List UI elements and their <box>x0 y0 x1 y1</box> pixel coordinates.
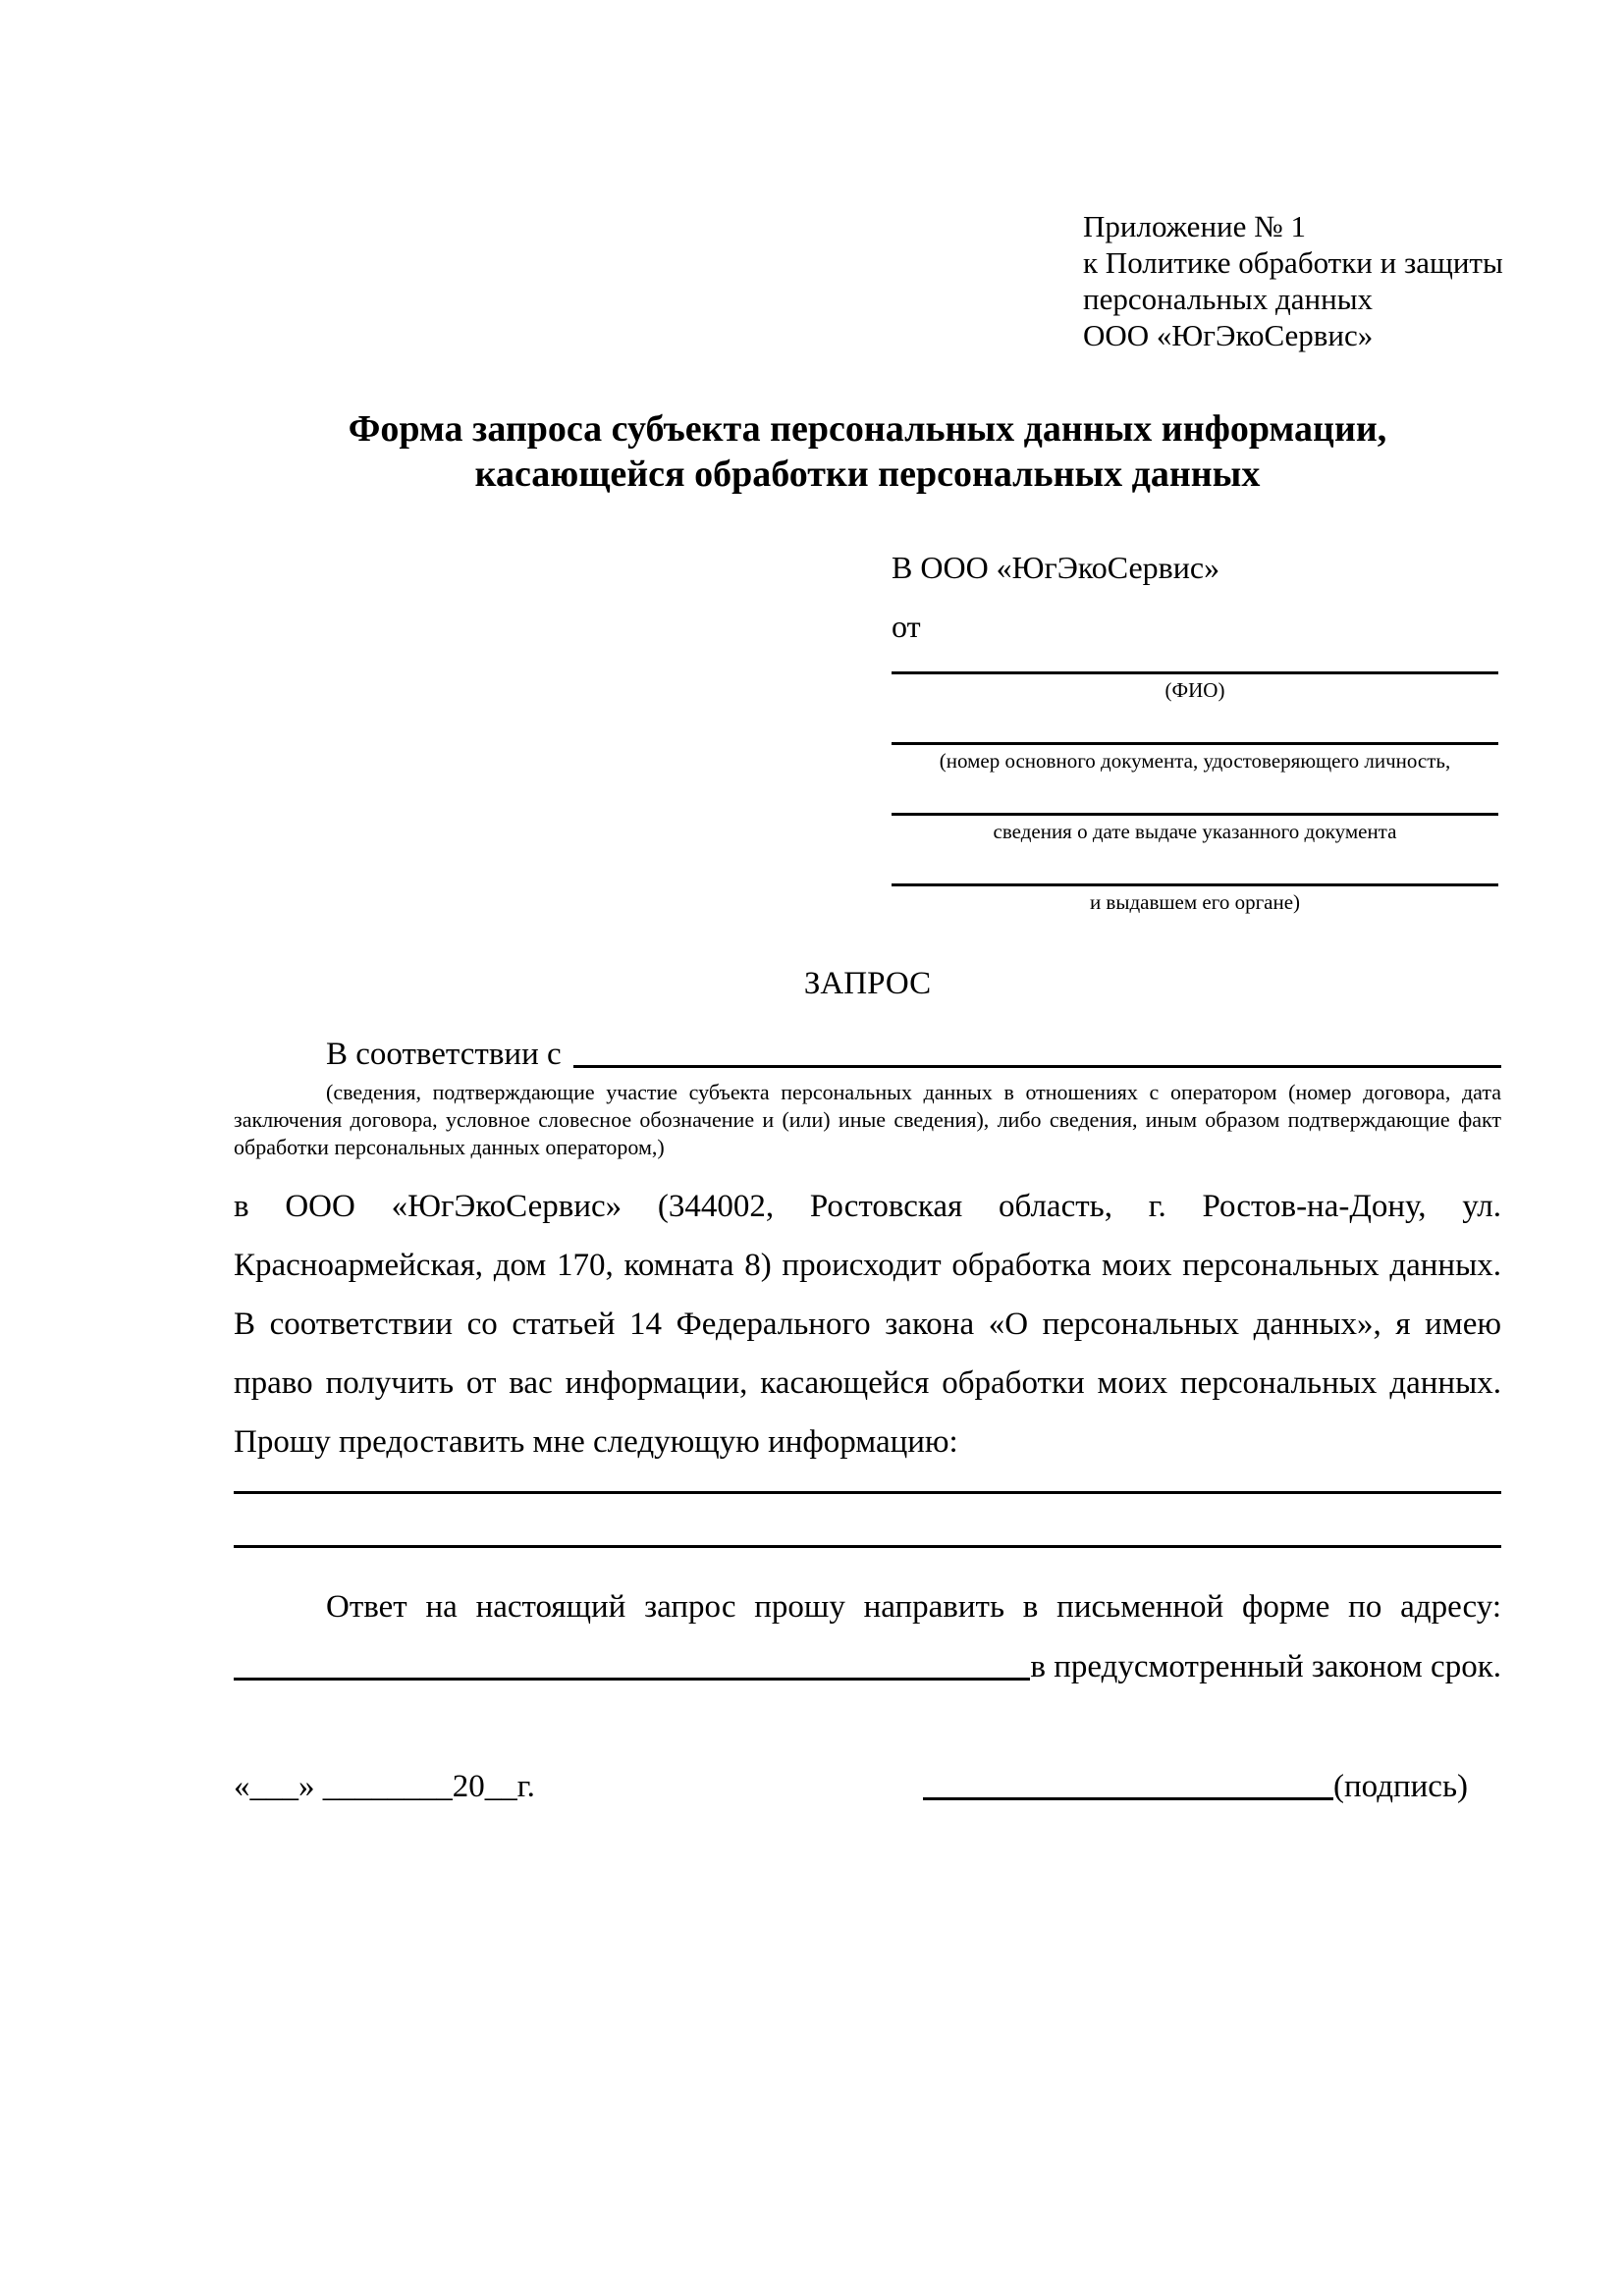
fio-field <box>892 646 1498 703</box>
request-heading: ЗАПРОС <box>803 966 932 1001</box>
address-blank-line <box>234 1678 1030 1681</box>
page-title-line-2: касающейся обработки персональных данных <box>474 454 1261 495</box>
fio-caption: (ФИО) <box>1164 678 1225 702</box>
info-blank-line-1 <box>234 1471 1501 1494</box>
info-blank-line-2 <box>234 1494 1501 1548</box>
appendix-note-line: к Политике обработки и защиты <box>1083 245 1503 280</box>
issue-date-blank-line <box>892 774 1498 816</box>
page-title <box>234 406 1501 497</box>
appendix-note-line: персональных данных <box>1083 282 1374 316</box>
reply-instruction: Ответ на настоящий запрос прошу направить в письменной форме по адресу: <box>326 1589 1501 1625</box>
reply-address-row <box>234 1636 1501 1689</box>
signature-blank-line <box>923 1758 1333 1800</box>
addressee-block <box>892 548 1498 915</box>
appendix-note <box>1083 208 1501 353</box>
accordance-note: (сведения, подтверждающие участие субъекта персональных данных в отношениях с оператором (номер договора, дата заключения договора, условное словесное обозначение и (или) иные сведения), либо сведения, иным образом подтверждающие факт обработки персональных данных оператором,) <box>234 1080 1501 1159</box>
document-number-field <box>892 703 1498 774</box>
reply-deadline-text: в предусмотренный законом срок. <box>1030 1649 1501 1684</box>
appendix-note-line: Приложение № 1 <box>1083 209 1306 243</box>
accordance-prefix: В соответствии с <box>326 1037 562 1072</box>
signature-caption: (подпись) <box>1333 1769 1468 1804</box>
issue-date-caption: сведения о дате выдаче указанного документа <box>993 820 1397 843</box>
issue-date-field <box>892 774 1498 844</box>
page-title-line-1: Форма запроса субъекта персональных данных информации, <box>348 408 1387 450</box>
fio-blank-line <box>892 646 1498 674</box>
issuing-authority-field <box>892 844 1498 915</box>
issuing-authority-blank-line <box>892 844 1498 886</box>
date-field: «___» ________20__г. <box>234 1769 535 1804</box>
accordance-row <box>234 1031 1501 1074</box>
addressee-to: В ООО «ЮгЭкоСервис» <box>892 550 1220 585</box>
appendix-note-line: ООО «ЮгЭкоСервис» <box>1083 318 1374 352</box>
footer-row <box>234 1758 1501 1809</box>
document-number-caption: (номер основного документа, удостоверяющего личность, <box>939 749 1451 773</box>
document-number-blank-line <box>892 703 1498 745</box>
accordance-blank-line <box>573 1065 1501 1068</box>
signature-group <box>923 1758 1468 1809</box>
body-paragraph: в ООО «ЮгЭкоСервис» (344002, Ростовская область, г. Ростов-на-Дону, ул. Красноармейская, дом 170, комната 8) происходит обработка моих персональных данных. В соответствии со статьей 14 Федерального закона «О персональных данных», я имею право получить от вас информации, касающейся обработки моих персональных данных. Прошу предоставить мне следующую информацию: <box>234 1189 1501 1460</box>
addressee-from: от <box>892 609 921 644</box>
issuing-authority-caption: и выдавшем его органе) <box>1089 890 1301 914</box>
